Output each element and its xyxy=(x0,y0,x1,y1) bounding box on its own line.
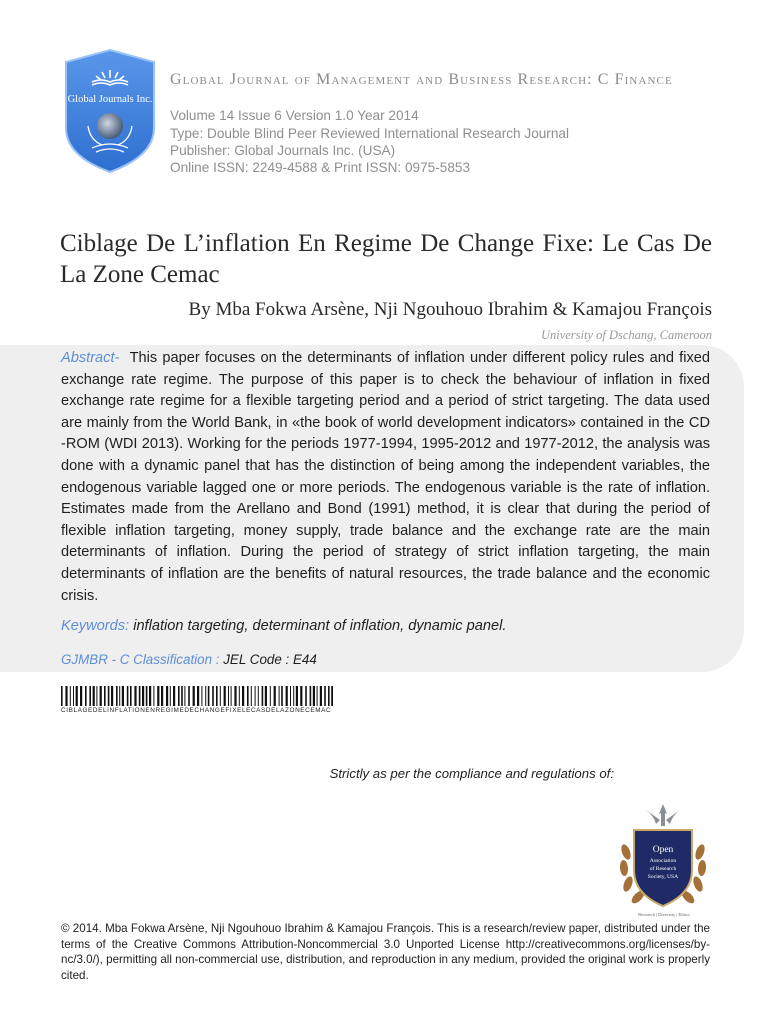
barcode-bar xyxy=(324,686,326,706)
barcode-bar xyxy=(201,686,202,706)
barcode-bar xyxy=(61,686,63,706)
globe-icon xyxy=(97,113,123,139)
barcode-bar xyxy=(149,686,151,706)
barcode-bar xyxy=(242,686,244,706)
barcode-bar xyxy=(224,686,226,706)
barcode-bar xyxy=(80,686,82,706)
barcode-bar xyxy=(108,686,110,706)
journal-publisher: Publisher: Global Journals Inc. (USA) xyxy=(170,143,396,158)
seal-caption: Research | Diversity | Ethics xyxy=(638,912,690,917)
article-authors: By Mba Fokwa Arsène, Nji Ngouhouo Ibrahim & Kamajou François xyxy=(188,299,712,320)
barcode-bar xyxy=(274,686,276,706)
keywords-text: inflation targeting, determinant of inflation, dynamic panel. xyxy=(133,618,507,634)
barcode-bar xyxy=(270,686,271,706)
barcode-bar xyxy=(279,686,280,706)
barcode-bar xyxy=(89,686,91,706)
barcode-bar xyxy=(310,686,312,706)
article-title: Ciblage De L’inflation En Regime De Change Fixe: Le Cas De La Zone Cemac xyxy=(60,230,712,288)
barcode xyxy=(61,686,333,706)
barcode-bar xyxy=(166,686,168,706)
barcode-bar xyxy=(320,686,322,706)
barcode-bar xyxy=(173,686,175,706)
barcode-bar xyxy=(239,686,240,706)
barcode-bar xyxy=(255,686,256,706)
barcode-bar xyxy=(65,686,67,706)
barcode-bar xyxy=(139,686,141,706)
barcode-bar xyxy=(300,686,302,706)
barcode-bar xyxy=(208,686,210,706)
barcode-bar xyxy=(85,686,87,706)
svg-text:Society, USA: Society, USA xyxy=(647,874,679,880)
compliance-statement: Strictly as per the compliance and regulations of: xyxy=(329,766,614,781)
classification xyxy=(61,652,317,667)
barcode-bar xyxy=(181,686,183,706)
svg-text:Global Journals Inc.: Global Journals Inc. xyxy=(67,94,153,105)
barcode-bar xyxy=(188,686,190,706)
global-journals-logo xyxy=(62,48,158,174)
barcode-text: CIBLAGEDELINFLATIONENREGIMEDECHANGEFIXELECASDELAZONECEMAC xyxy=(61,707,332,714)
barcode-bar xyxy=(130,686,132,706)
abstract-label: Abstract- xyxy=(61,350,120,366)
barcode-bar xyxy=(281,686,283,706)
svg-text:Association: Association xyxy=(649,858,677,864)
abstract xyxy=(61,348,710,607)
barcode-bar xyxy=(286,686,288,706)
barcode-bar xyxy=(296,686,298,706)
abstract-text: This paper focuses on the determinants of inflation under different policy rules and fixed exchange rate regime. The purpose of this paper is to check the behaviour of inflation in fixed exchange rate regime for a flexible targeting period and a period of strict targeting. The data used are mainly from the World Bank, in «the book of world development indicators» contained in the CD -ROM (WDI 2013). Working for the periods 1977-1994, 1995-2012 and 1977-2012, the analysis was done with a dynamic panel that has the distinction of being among the independent variables, the endogenous variable lagged one or more periods. The endogenous variable is the rate of inflation. Estimates made from the Arellano and Bond (1991) method, it is clear that during the period of flexible inflation targeting, money supply, trade balance and the exchange rate are the main determinants of inflation. During the period of strategy of strict inflation targeting, the main determinants of inflation are the benefits of natural resources, the trade balance and the economic crisis. xyxy=(61,350,710,604)
journal-issn: Online ISSN: 2249-4588 & Print ISSN: 0975-5853 xyxy=(170,160,470,175)
journal-type: Type: Double Blind Peer Reviewed International Research Journal xyxy=(170,126,569,141)
svg-text:of Research: of Research xyxy=(649,866,677,872)
barcode-bar xyxy=(184,686,185,706)
barcode-bar xyxy=(119,686,120,706)
classification-label: GJMBR - C Classification : xyxy=(61,652,220,667)
barcode-bar xyxy=(328,686,330,706)
barcode-bar xyxy=(262,686,264,706)
svg-text:Open: Open xyxy=(652,845,674,855)
barcode-bar xyxy=(317,686,318,706)
barcode-bar xyxy=(93,686,95,706)
copyright-notice: © 2014. Mba Fokwa Arsène, Nji Ngouhouo Ibrahim & Kamajou François. This is a research/review paper, distributed under the terms of the Creative Commons Attribution-Noncommercial 3.0 Unported License http://creativecommons.org/licenses/by-nc/3.0/), permitting all non-commercial use, distribution, and reproduction in any medium, provided the original work is properly cited. xyxy=(61,922,710,982)
barcode-bar xyxy=(134,686,136,706)
barcode-bar xyxy=(290,686,291,706)
barcode-bar xyxy=(153,686,154,706)
barcode-bar xyxy=(127,686,129,706)
oars-seal xyxy=(610,802,716,920)
barcode-bar xyxy=(293,686,294,706)
barcode-bar xyxy=(220,686,221,706)
barcode-bar xyxy=(193,686,195,706)
barcode-bar xyxy=(313,686,315,706)
barcode-bar xyxy=(170,686,171,706)
barcode-bar xyxy=(331,686,333,706)
barcode-bar xyxy=(73,686,74,706)
journal-volume: Volume 14 Issue 6 Version 1.0 Year 2014 xyxy=(170,108,419,123)
barcode-bar xyxy=(161,686,163,706)
classification-code: JEL Code : E44 xyxy=(223,652,317,667)
barcode-bar xyxy=(216,686,218,706)
barcode-bar xyxy=(116,686,118,706)
barcode-bar xyxy=(234,686,236,706)
barcode-bar xyxy=(70,686,71,706)
barcode-bar xyxy=(111,686,113,706)
barcode-bar xyxy=(178,686,180,706)
barcode-bar xyxy=(231,686,232,706)
barcode-bar xyxy=(228,686,229,706)
author-affiliation: University of Dschang, Cameroon xyxy=(540,328,712,342)
barcode-bar xyxy=(305,686,307,706)
barcode-bar xyxy=(258,686,259,706)
barcode-bar xyxy=(205,686,206,706)
barcode-bar xyxy=(157,686,159,706)
barcode-bar xyxy=(146,686,148,706)
keywords xyxy=(61,618,506,634)
keywords-label: Keywords: xyxy=(61,618,130,634)
barcode-bar xyxy=(76,686,78,706)
barcode-bar xyxy=(100,686,102,706)
barcode-bar xyxy=(104,686,106,706)
journal-title: Global Journal of Management and Business Research: C Finance xyxy=(170,71,673,88)
barcode-bar xyxy=(197,686,199,706)
barcode-bar xyxy=(251,686,252,706)
barcode-bar xyxy=(122,686,124,706)
barcode-bar xyxy=(96,686,97,706)
barcode-bar xyxy=(212,686,214,706)
barcode-bar xyxy=(265,686,267,706)
barcode-bar xyxy=(142,686,144,706)
barcode-bar xyxy=(247,686,249,706)
trident-icon xyxy=(646,804,680,826)
